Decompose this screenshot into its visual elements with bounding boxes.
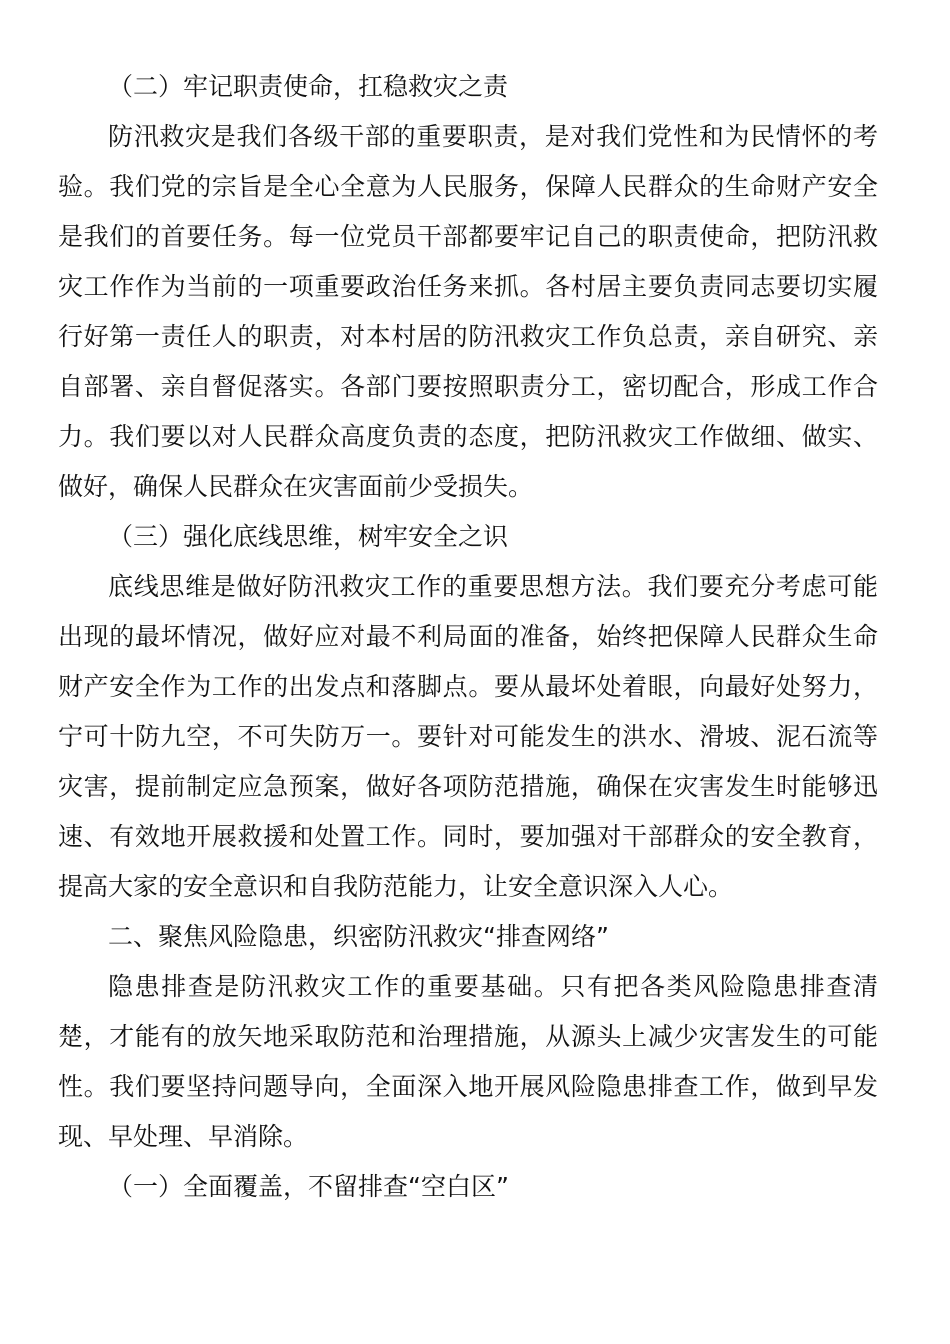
body-paragraph-2: 底线思维是做好防汛救灾工作的重要思想方法。我们要充分考虑可能出现的最坏情况，做好应对最不利局面的准备，始终把保障人民群众生命财产安全作为工作的出发点和落脚点。要从最坏处着眼，向最好处努力，宁可十防九空，不可失防万一。要针对可能发生的洪水、滑坡、泥石流等灾害，提前制定应急预案，做好各项防范措施，确保在灾害发生时能够迅速、有效地开展救援和处置工作。同时，要加强对干部群众的安全教育，提高大家的安全意识和自我防范能力，让安全意识深入人心。	[58, 572, 878, 901]
subsection-heading-1: （一）全面覆盖，不留排查“空白区”	[108, 1172, 509, 1201]
body-paragraph-1: 防汛救灾是我们各级干部的重要职责，是对我们党性和为民情怀的考验。我们党的宗旨是全心全意为人民服务，保障人民群众的生命财产安全是我们的首要任务。每一位党员干部都要牢记自己的职责使命，把防汛救灾工作作为当前的一项重要政治任务来抓。各村居主要负责同志要切实履行好第一责任人的职责，对本村居的防汛救灾工作负总责，亲自研究、亲自部署、亲自督促落实。各部门要按照职责分工，密切配合，形成工作合力。我们要以对人民群众高度负责的态度，把防汛救灾工作做细、做实、做好，确保人民群众在灾害面前少受损失。	[58, 122, 878, 501]
section-heading-3: （三）强化底线思维，树牢安全之识	[108, 522, 509, 551]
body-paragraph-3: 隐患排查是防汛救灾工作的重要基础。只有把各类风险隐患排查清楚，才能有的放矢地采取防范和治理措施，从源头上减少灾害发生的可能性。我们要坚持问题导向，全面深入地开展风险隐患排查工作，做到早发现、早处理、早消除。	[58, 972, 878, 1151]
section-heading-2: （二）牢记职责使命，扛稳救灾之责	[108, 72, 509, 101]
document-page	[58, 62, 878, 1212]
chapter-heading-2: 二、聚焦风险隐患，织密防汛救灾“排查网络”	[108, 922, 609, 951]
